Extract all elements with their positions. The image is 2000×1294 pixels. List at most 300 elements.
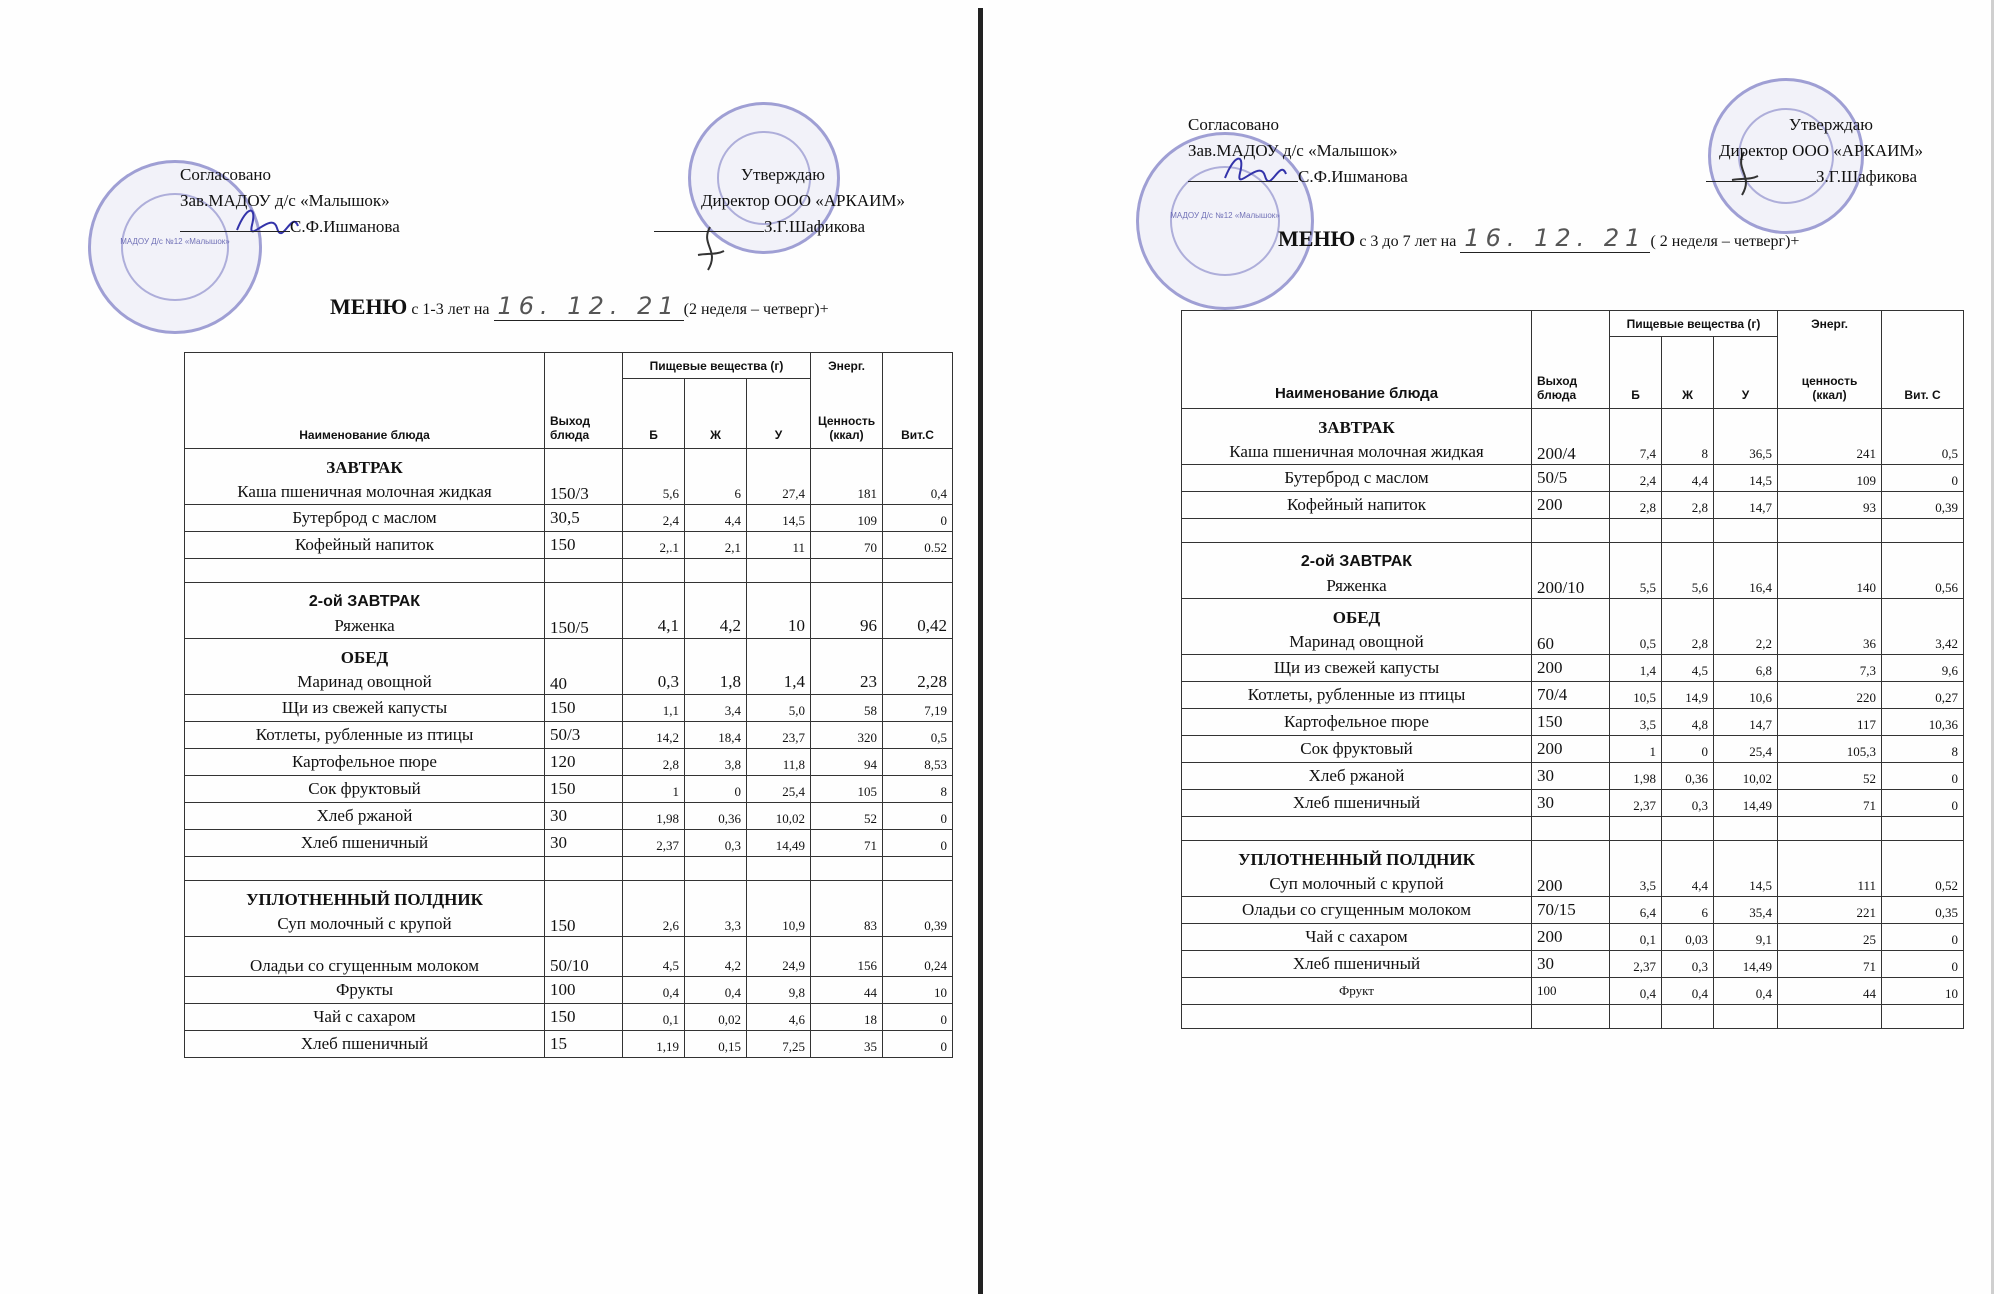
nutrient-e: 93 bbox=[1778, 492, 1882, 519]
confirm-position: Директор ООО «АРКАИМ» bbox=[1718, 141, 1923, 160]
dish-name-text: Суп молочный с крупой bbox=[1269, 874, 1444, 893]
dish-name: Картофельное пюре bbox=[1182, 709, 1532, 736]
nutrient-b: 1,98 bbox=[1610, 763, 1662, 790]
dish-name: Щи из свежей капусты bbox=[185, 695, 545, 722]
approved-block bbox=[1188, 112, 1408, 190]
nutrient-e: 52 bbox=[811, 803, 883, 830]
approved-label: Согласовано bbox=[1188, 115, 1279, 134]
dish-name-text: Каша пшеничная молочная жидкая bbox=[237, 482, 492, 501]
nutrient-u: 36,5 bbox=[1714, 409, 1778, 465]
nutrient-b: 10,5 bbox=[1610, 682, 1662, 709]
nutrient-e: 58 bbox=[811, 695, 883, 722]
col-b-header: Б bbox=[623, 379, 685, 449]
table-row bbox=[185, 695, 953, 722]
dish-name: Щи из свежей капусты bbox=[1182, 655, 1532, 682]
dish-output: 150 bbox=[1532, 709, 1610, 736]
nutrient-v: 8 bbox=[883, 776, 953, 803]
nutrient-u: 14,49 bbox=[1714, 790, 1778, 817]
nutrient-zh: 0,36 bbox=[1662, 763, 1714, 790]
nutrient-b: 1 bbox=[623, 776, 685, 803]
nutrient-zh: 0,3 bbox=[1662, 790, 1714, 817]
dish-name: Оладьи со сгущенным молоком bbox=[185, 937, 545, 977]
dish-name bbox=[185, 639, 545, 695]
dish-output: 200/10 bbox=[1532, 543, 1610, 599]
confirm-label: Утверждаю bbox=[1788, 115, 1873, 134]
dish-name: Бутерброд с маслом bbox=[1182, 465, 1532, 492]
dish-output: 30 bbox=[1532, 763, 1610, 790]
title-suffix: (2 неделя – четверг)+ bbox=[683, 301, 829, 318]
nutrient-e: 70 bbox=[811, 532, 883, 559]
col-output-header: Выход блюда bbox=[545, 353, 623, 449]
nutrient-zh: 4,4 bbox=[1662, 841, 1714, 897]
nutrient-e: 44 bbox=[811, 977, 883, 1004]
meal-section-title: ЗАВТРАК bbox=[326, 458, 403, 477]
nutrient-e: 25 bbox=[1778, 924, 1882, 951]
nutrient-zh: 0,3 bbox=[1662, 951, 1714, 978]
col-energy-header: Ценность (ккал) bbox=[811, 379, 883, 449]
confirm-label: Утверждаю bbox=[740, 165, 825, 184]
dish-name: Хлеб ржаной bbox=[1182, 763, 1532, 790]
nutrient-zh: 4,4 bbox=[1662, 465, 1714, 492]
approved-label: Согласовано bbox=[180, 165, 271, 184]
nutrient-u: 9,8 bbox=[747, 977, 811, 1004]
nutrient-v: 0,24 bbox=[883, 937, 953, 977]
nutrient-v: 7,19 bbox=[883, 695, 953, 722]
nutrient-e: 44 bbox=[1778, 978, 1882, 1005]
table-row bbox=[1182, 543, 1964, 599]
dish-output: 150 bbox=[545, 776, 623, 803]
approved-position: Зав.МАДОУ д/с «Малышок» bbox=[180, 191, 390, 210]
table-row bbox=[185, 803, 953, 830]
nutrient-v: 9,6 bbox=[1882, 655, 1964, 682]
nutrient-e: 96 bbox=[811, 583, 883, 639]
nutrient-zh: 3,8 bbox=[685, 749, 747, 776]
nutrient-v: 0 bbox=[1882, 924, 1964, 951]
nutrient-zh: 0,02 bbox=[685, 1004, 747, 1031]
nutrient-e: 156 bbox=[811, 937, 883, 977]
nutrient-e: 18 bbox=[811, 1004, 883, 1031]
meal-section-title: ЗАВТРАК bbox=[1318, 418, 1395, 437]
table-row bbox=[185, 639, 953, 695]
dish-name: Чай с сахаром bbox=[1182, 924, 1532, 951]
dish-output: 200 bbox=[1532, 736, 1610, 763]
dish-name: Хлеб пшеничный bbox=[1182, 951, 1532, 978]
dish-output: 100 bbox=[545, 977, 623, 1004]
nutrient-b: 3,5 bbox=[1610, 709, 1662, 736]
table-row bbox=[185, 532, 953, 559]
dish-output: 50/3 bbox=[545, 722, 623, 749]
dish-output: 70/4 bbox=[1532, 682, 1610, 709]
nutrient-zh: 2,1 bbox=[685, 532, 747, 559]
dish-output: 30 bbox=[545, 830, 623, 857]
left-stamp: МАДОУ Д/с №12 «Малышок» bbox=[88, 160, 262, 334]
dish-name: Хлеб пшеничный bbox=[1182, 790, 1532, 817]
dish-output: 50/5 bbox=[1532, 465, 1610, 492]
nutrient-v: 3,42 bbox=[1882, 599, 1964, 655]
title-date: 16. 12. 21 bbox=[494, 292, 684, 321]
dish-name bbox=[1182, 599, 1532, 655]
table-row bbox=[1182, 924, 1964, 951]
nutrient-e: 140 bbox=[1778, 543, 1882, 599]
dish-name: Оладьи со сгущенным молоком bbox=[1182, 897, 1532, 924]
nutrient-zh: 6 bbox=[685, 449, 747, 505]
dish-name: Чай с сахаром bbox=[185, 1004, 545, 1031]
spacer-row bbox=[1182, 1005, 1964, 1029]
confirm-block bbox=[620, 162, 905, 240]
nutrient-u: 7,25 bbox=[747, 1031, 811, 1058]
nutrient-v: 0 bbox=[1882, 951, 1964, 978]
nutrient-b: 4,5 bbox=[623, 937, 685, 977]
menu-body bbox=[1182, 409, 1964, 1029]
nutrient-u: 35,4 bbox=[1714, 897, 1778, 924]
nutrient-e: 241 bbox=[1778, 409, 1882, 465]
meal-section-title: 2-ой ЗАВТРАК bbox=[1300, 553, 1413, 570]
nutrient-zh: 3,4 bbox=[685, 695, 747, 722]
nutrient-zh: 5,6 bbox=[1662, 543, 1714, 599]
nutrient-zh: 0,15 bbox=[685, 1031, 747, 1058]
col-output-header: Выход блюда bbox=[1532, 311, 1610, 409]
dish-name: Кофейный напиток bbox=[185, 532, 545, 559]
table-row bbox=[1182, 763, 1964, 790]
table-row bbox=[1182, 709, 1964, 736]
scan-edge bbox=[1991, 0, 1994, 1294]
spacer-row bbox=[1182, 519, 1964, 543]
nutrient-u: 27,4 bbox=[747, 449, 811, 505]
nutrient-b: 2,.1 bbox=[623, 532, 685, 559]
nutrient-b: 1,19 bbox=[623, 1031, 685, 1058]
nutrient-zh: 0 bbox=[1662, 736, 1714, 763]
nutrient-e: 35 bbox=[811, 1031, 883, 1058]
nutrient-e: 109 bbox=[811, 505, 883, 532]
nutrient-u: 4,6 bbox=[747, 1004, 811, 1031]
dish-output: 150 bbox=[545, 881, 623, 937]
dish-output: 40 bbox=[545, 639, 623, 695]
menu-body bbox=[185, 449, 953, 1058]
dish-name bbox=[1182, 841, 1532, 897]
col-energy-top-header: Энерг. bbox=[1778, 311, 1882, 337]
nutrient-v: 0 bbox=[1882, 465, 1964, 492]
nutrient-e: 181 bbox=[811, 449, 883, 505]
col-u-header: У bbox=[747, 379, 811, 449]
nutrient-zh: 0 bbox=[685, 776, 747, 803]
dish-output: 30 bbox=[1532, 951, 1610, 978]
dish-output: 120 bbox=[545, 749, 623, 776]
dish-name: Хлеб ржаной bbox=[185, 803, 545, 830]
nutrient-e: 7,3 bbox=[1778, 655, 1882, 682]
confirm-block bbox=[1638, 112, 1923, 190]
dish-output: 200 bbox=[1532, 492, 1610, 519]
nutrient-v: 0 bbox=[883, 1004, 953, 1031]
col-vit-header: Вит. С bbox=[1882, 311, 1964, 409]
nutrient-u: 25,4 bbox=[747, 776, 811, 803]
nutrient-e: 111 bbox=[1778, 841, 1882, 897]
nutrient-b: 2,6 bbox=[623, 881, 685, 937]
confirm-position: Директор ООО «АРКАИМ» bbox=[700, 191, 905, 210]
col-energy-top-header: Энерг. bbox=[811, 353, 883, 379]
nutrient-b: 0,3 bbox=[623, 639, 685, 695]
nutrient-b: 0,1 bbox=[623, 1004, 685, 1031]
nutrient-zh: 8 bbox=[1662, 409, 1714, 465]
spacer-row bbox=[185, 559, 953, 583]
dish-name-text: Ряженка bbox=[334, 616, 395, 635]
nutrient-b: 1,4 bbox=[1610, 655, 1662, 682]
dish-output: 60 bbox=[1532, 599, 1610, 655]
dish-name-text: Маринад овощной bbox=[297, 672, 432, 691]
nutrient-v: 0 bbox=[883, 830, 953, 857]
dish-name-text: Ряженка bbox=[1326, 576, 1387, 595]
nutrient-zh: 4,2 bbox=[685, 937, 747, 977]
nutrient-u: 10,6 bbox=[1714, 682, 1778, 709]
nutrient-e: 320 bbox=[811, 722, 883, 749]
menu-table bbox=[1181, 310, 1964, 1029]
table-row bbox=[185, 776, 953, 803]
dish-output: 200 bbox=[1532, 655, 1610, 682]
nutrient-u: 14,7 bbox=[1714, 492, 1778, 519]
nutrient-b: 6,4 bbox=[1610, 897, 1662, 924]
nutrient-u: 2,2 bbox=[1714, 599, 1778, 655]
dish-name: Фрукт bbox=[1182, 978, 1532, 1005]
approved-block bbox=[180, 162, 400, 240]
title-word: МЕНЮ bbox=[330, 294, 408, 319]
table-row bbox=[1182, 736, 1964, 763]
confirm-name: З.Г.Шафикова bbox=[764, 217, 865, 236]
dish-output: 200 bbox=[1532, 924, 1610, 951]
dish-name bbox=[1182, 543, 1532, 599]
col-b-header: Б bbox=[1610, 337, 1662, 409]
table-row bbox=[185, 749, 953, 776]
nutrient-e: 105,3 bbox=[1778, 736, 1882, 763]
meal-section-title: ОБЕД bbox=[1332, 608, 1381, 627]
title-age: с 1-3 лет на bbox=[411, 301, 490, 318]
nutrient-b: 7,4 bbox=[1610, 409, 1662, 465]
nutrient-u: 1,4 bbox=[747, 639, 811, 695]
nutrient-e: 71 bbox=[1778, 951, 1882, 978]
table-row bbox=[1182, 841, 1964, 897]
confirm-name: З.Г.Шафикова bbox=[1816, 167, 1917, 186]
nutrient-v: 0 bbox=[883, 803, 953, 830]
col-zh-header: Ж bbox=[1662, 337, 1714, 409]
nutrient-v: 8 bbox=[1882, 736, 1964, 763]
dish-name: Хлеб пшеничный bbox=[185, 1031, 545, 1058]
nutrient-v: 0,39 bbox=[883, 881, 953, 937]
table-row bbox=[185, 937, 953, 977]
col-u-header: У bbox=[1714, 337, 1778, 409]
dish-output: 150 bbox=[545, 532, 623, 559]
dish-output: 30,5 bbox=[545, 505, 623, 532]
dish-name bbox=[185, 881, 545, 937]
dish-output: 30 bbox=[1532, 790, 1610, 817]
col-name-header: Наименование блюда bbox=[185, 353, 545, 449]
nutrient-zh: 4,5 bbox=[1662, 655, 1714, 682]
nutrient-u: 0,4 bbox=[1714, 978, 1778, 1005]
nutrient-b: 2,4 bbox=[1610, 465, 1662, 492]
table-row bbox=[185, 830, 953, 857]
nutrient-u: 14,5 bbox=[747, 505, 811, 532]
nutrient-b: 0,1 bbox=[1610, 924, 1662, 951]
nutrient-u: 5,0 bbox=[747, 695, 811, 722]
title-suffix: ( 2 неделя – четверг)+ bbox=[1650, 233, 1800, 250]
dish-name-text: Каша пшеничная молочная жидкая bbox=[1229, 442, 1484, 461]
nutrient-zh: 14,9 bbox=[1662, 682, 1714, 709]
nutrient-v: 0,27 bbox=[1882, 682, 1964, 709]
dish-name: Картофельное пюре bbox=[185, 749, 545, 776]
menu-page-1-3 bbox=[0, 0, 978, 1294]
table-row bbox=[185, 1031, 953, 1058]
nutrient-e: 23 bbox=[811, 639, 883, 695]
nutrient-e: 117 bbox=[1778, 709, 1882, 736]
title-word: МЕНЮ bbox=[1278, 226, 1356, 251]
col-name-header: Наименование блюда bbox=[1182, 311, 1532, 409]
nutrient-v: 0,35 bbox=[1882, 897, 1964, 924]
nutrient-v: 2,28 bbox=[883, 639, 953, 695]
nutrient-e: 36 bbox=[1778, 599, 1882, 655]
menu-page-3-7 bbox=[988, 0, 2000, 1294]
nutrient-u: 10,9 bbox=[747, 881, 811, 937]
nutrient-zh: 4,2 bbox=[685, 583, 747, 639]
dish-output: 200 bbox=[1532, 841, 1610, 897]
table-row bbox=[185, 722, 953, 749]
dish-name: Кофейный напиток bbox=[1182, 492, 1532, 519]
nutrient-b: 0,5 bbox=[1610, 599, 1662, 655]
nutrient-b: 5,5 bbox=[1610, 543, 1662, 599]
nutrient-u: 10,02 bbox=[1714, 763, 1778, 790]
nutrient-v: 0,52 bbox=[1882, 841, 1964, 897]
nutrient-b: 2,4 bbox=[623, 505, 685, 532]
meal-section-title: 2-ой ЗАВТРАК bbox=[308, 593, 421, 610]
table-row bbox=[1182, 655, 1964, 682]
dish-name-text: Маринад овощной bbox=[1289, 632, 1424, 651]
col-energy-header: ценность (ккал) bbox=[1778, 337, 1882, 409]
table-row bbox=[185, 505, 953, 532]
nutrient-v: 10,36 bbox=[1882, 709, 1964, 736]
nutrient-v: 0 bbox=[883, 1031, 953, 1058]
table-row bbox=[1182, 599, 1964, 655]
dish-output: 100 bbox=[1532, 978, 1610, 1005]
nutrient-e: 83 bbox=[811, 881, 883, 937]
nutrient-b: 0,4 bbox=[1610, 978, 1662, 1005]
dish-name: Бутерброд с маслом bbox=[185, 505, 545, 532]
dish-name: Сок фруктовый bbox=[185, 776, 545, 803]
nutrient-zh: 0,4 bbox=[1662, 978, 1714, 1005]
dish-output: 50/10 bbox=[545, 937, 623, 977]
nutrient-zh: 0,4 bbox=[685, 977, 747, 1004]
nutrient-e: 109 bbox=[1778, 465, 1882, 492]
nutrient-v: 0,39 bbox=[1882, 492, 1964, 519]
nutrient-u: 14,49 bbox=[1714, 951, 1778, 978]
nutrient-u: 14,49 bbox=[747, 830, 811, 857]
nutrient-zh: 6 bbox=[1662, 897, 1714, 924]
table-row bbox=[1182, 465, 1964, 492]
col-nutrients-header: Пищевые вещества (г) bbox=[1610, 311, 1778, 337]
nutrient-v: 0 bbox=[1882, 790, 1964, 817]
dish-output: 15 bbox=[545, 1031, 623, 1058]
menu-title bbox=[1278, 224, 1799, 253]
nutrient-b: 2,37 bbox=[623, 830, 685, 857]
nutrient-u: 10,02 bbox=[747, 803, 811, 830]
dish-output: 200/4 bbox=[1532, 409, 1610, 465]
spacer-row bbox=[1182, 817, 1964, 841]
dish-output: 30 bbox=[545, 803, 623, 830]
nutrient-u: 11,8 bbox=[747, 749, 811, 776]
nutrient-v: 0,4 bbox=[883, 449, 953, 505]
nutrient-zh: 2,8 bbox=[1662, 599, 1714, 655]
nutrient-e: 105 bbox=[811, 776, 883, 803]
nutrient-v: 0,56 bbox=[1882, 543, 1964, 599]
nutrient-v: 10 bbox=[1882, 978, 1964, 1005]
nutrient-v: 8,53 bbox=[883, 749, 953, 776]
nutrient-v: 0,5 bbox=[1882, 409, 1964, 465]
dish-output: 70/15 bbox=[1532, 897, 1610, 924]
dish-name: Сок фруктовый bbox=[1182, 736, 1532, 763]
nutrient-v: 0 bbox=[883, 505, 953, 532]
left-stamp: МАДОУ Д/с №12 «Малышок» bbox=[1136, 132, 1314, 310]
table-row bbox=[185, 881, 953, 937]
dish-name bbox=[185, 449, 545, 505]
nutrient-b: 3,5 bbox=[1610, 841, 1662, 897]
nutrient-zh: 4,4 bbox=[685, 505, 747, 532]
dish-name: Котлеты, рубленные из птицы bbox=[1182, 682, 1532, 709]
nutrient-v: 0,5 bbox=[883, 722, 953, 749]
dish-output: 150/5 bbox=[545, 583, 623, 639]
col-vit-header: Вит.С bbox=[883, 353, 953, 449]
nutrient-e: 71 bbox=[811, 830, 883, 857]
nutrient-b: 5,6 bbox=[623, 449, 685, 505]
menu-title bbox=[330, 292, 829, 321]
page-divider bbox=[978, 8, 983, 1294]
nutrient-b: 0,4 bbox=[623, 977, 685, 1004]
table-row bbox=[185, 977, 953, 1004]
nutrient-u: 10 bbox=[747, 583, 811, 639]
table-row bbox=[1182, 897, 1964, 924]
nutrient-e: 221 bbox=[1778, 897, 1882, 924]
spacer-row bbox=[185, 857, 953, 881]
nutrient-b: 1 bbox=[1610, 736, 1662, 763]
nutrient-u: 16,4 bbox=[1714, 543, 1778, 599]
col-nutrients-header: Пищевые вещества (г) bbox=[623, 353, 811, 379]
approved-name: С.Ф.Ишманова bbox=[1298, 167, 1408, 186]
nutrient-b: 2,8 bbox=[1610, 492, 1662, 519]
title-date: 16. 12. 21 bbox=[1460, 224, 1650, 253]
nutrient-zh: 0,36 bbox=[685, 803, 747, 830]
nutrient-v: 0.52 bbox=[883, 532, 953, 559]
nutrient-v: 0,42 bbox=[883, 583, 953, 639]
table-row bbox=[185, 449, 953, 505]
nutrient-v: 10 bbox=[883, 977, 953, 1004]
dish-name-text: Суп молочный с крупой bbox=[277, 914, 452, 933]
nutrient-u: 6,8 bbox=[1714, 655, 1778, 682]
table-row bbox=[185, 583, 953, 639]
nutrient-u: 9,1 bbox=[1714, 924, 1778, 951]
nutrient-zh: 3,3 bbox=[685, 881, 747, 937]
nutrient-u: 11 bbox=[747, 532, 811, 559]
approved-name: С.Ф.Ишманова bbox=[290, 217, 400, 236]
nutrient-zh: 1,8 bbox=[685, 639, 747, 695]
nutrient-u: 14,7 bbox=[1714, 709, 1778, 736]
dish-name bbox=[1182, 409, 1532, 465]
nutrient-zh: 0,3 bbox=[685, 830, 747, 857]
dish-output: 150 bbox=[545, 695, 623, 722]
meal-section-title: УПЛОТНЕННЫЙ ПОЛДНИК bbox=[246, 890, 483, 909]
table-row bbox=[1182, 682, 1964, 709]
nutrient-b: 4,1 bbox=[623, 583, 685, 639]
nutrient-u: 14,5 bbox=[1714, 841, 1778, 897]
nutrient-u: 24,9 bbox=[747, 937, 811, 977]
nutrient-b: 2,8 bbox=[623, 749, 685, 776]
nutrient-b: 14,2 bbox=[623, 722, 685, 749]
table-row bbox=[1182, 409, 1964, 465]
table-row bbox=[1182, 790, 1964, 817]
nutrient-e: 94 bbox=[811, 749, 883, 776]
